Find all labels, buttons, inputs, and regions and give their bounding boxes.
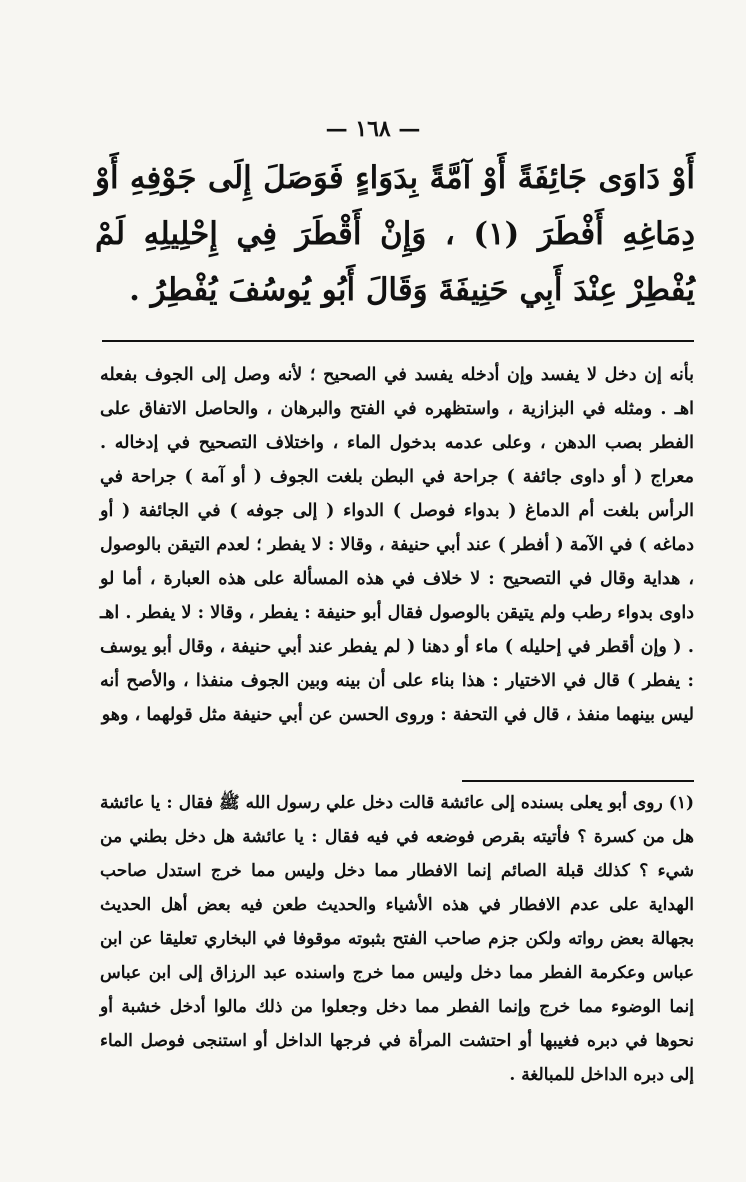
- footnote-rule: [462, 780, 694, 782]
- page-number: — ١٦٨ —: [325, 116, 421, 142]
- separator-rule: [102, 340, 694, 342]
- commentary: [100, 358, 694, 732]
- main-paragraph: أَوْ دَاوَى جَائِفَةً أَوْ آمَّةً بِدَوَاءٍ فَوَصَلَ إِلَى جَوْفِهِ أَوْ دِمَاغِهِ أَفْطَرَ (١) ، وَإِنْ أَقْطَرَ فِي إِحْلِيلِهِ لَمْ يُفْطِرْ عِنْدَ أَبِي حَنِيفَةَ وَقَالَ أَبُو يُوسُفَ يُفْطِرُ .: [95, 160, 695, 308]
- main-text: [95, 150, 695, 318]
- commentary-paragraph: بأنه إن دخل لا يفسد وإن أدخله يفسد في الصحيح ؛ لأنه وصل إلى الجوف بفعله اهـ . ومثله في البزازية ، واستظهره في الفتح والبرهان ، والحاصل الاتفاق على الفطر بصب الدهن ، وعلى عدمه بدخول الماء ، واختلاف التصحيح في إدخاله . معراج ( أو داوى جائفة ) جراحة في البطن بلغت الجوف ( أو آمة ) جراحة في الرأس بلغت أم الدماغ ( بدواء فوصل ) الدواء ( إلى جوفه ) في الجائفة ( أو دماغه ) في الآمة ( أفطر ) عند أبي حنيفة ، وقالا : لا يفطر ؛ لعدم التيقن بالوصول ، هداية وقال في التصحيح : لا خلاف في هذه المسألة على هذه العبارة ، أما لو داوى بدواء رطب ولم يتيقن بالوصول فقال أبو حنيفة : يفطر ، وقالا : لا يفطر . اهـ . ( وإن أقطر في إحليله ) ماء أو دهنا ( لم يفطر عند أبي حنيفة ، وقال أبو يوسف : يفطر ) قال في الاختيار : هذا بناء على أن بينه وبين الجوف منفذا ، والأصح أنه ليس بينهما منفذ ، قال في التحفة : وروى الحسن عن أبي حنيفة مثل قولهما ، وهو: [100, 365, 694, 725]
- footnote: [100, 786, 694, 1092]
- footnote-paragraph: (١) روى أبو يعلى بسنده إلى عائشة قالت دخل علي رسول الله ﷺ فقال : يا عائشة هل من كسرة ؟ فأتيته بقرص فوضعه في فيه فقال : يا عائشة هل دخل بطني من شيء ؟ كذلك قبلة الصائم إنما الافطار مما دخل وليس مما خرج استدل صاحب الهداية على عدم الافطار في هذه الأشياء والحديث طعن فيه بعض أهل الحديث بجهالة بعض رواته ولكن جزم صاحب الفتح بثبوته موقوفا في البخاري تعليقا عن ابن عباس وعكرمة الفطر مما دخل وليس مما خرج واسنده عبد الرزاق إلى ابن عباس إنما الوضوء مما خرج وإنما الفطر مما دخل وجعلوا من ذلك مالوا أدخل خشبة أو نحوها في دبره فغيبها أو احتشت المرأة في فرجها الداخل أو استنجى فوصل الماء إلى دبره الداخل للمبالغة .: [100, 793, 694, 1085]
